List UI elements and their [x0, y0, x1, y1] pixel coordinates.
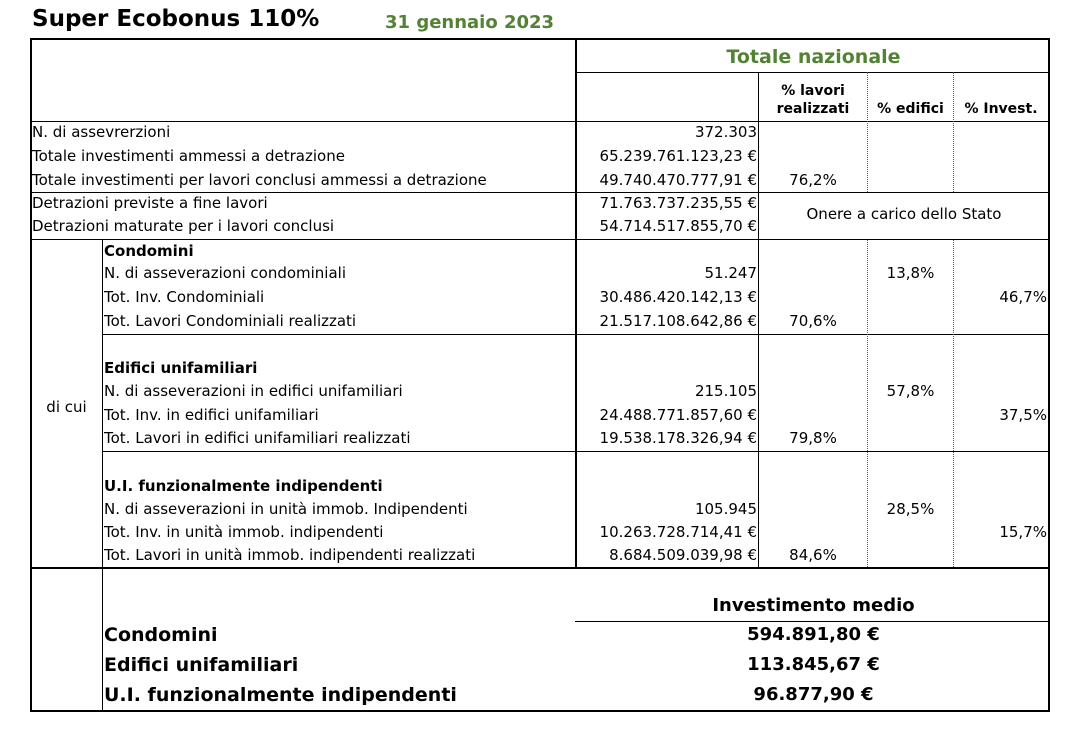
row-value: 21.517.108.642,86 € — [599, 312, 757, 330]
invest-value: 113.845,67 € — [747, 654, 880, 675]
row-label: N. di asseverazioni in edifici unifamiliari — [104, 382, 403, 400]
pct-lavori: 76,2% — [789, 171, 837, 189]
invest-label: Condomini — [104, 624, 218, 646]
divider — [30, 567, 1050, 569]
row-value: 30.486.420.142,13 € — [599, 288, 757, 306]
row-value: 372.303 — [694, 123, 757, 141]
divider — [575, 72, 1050, 73]
section-title: Condomini — [104, 242, 194, 260]
pct-edifici: 57,8% — [886, 382, 935, 400]
row-value: 51.247 — [704, 264, 757, 282]
invest-label: U.I. funzionalmente indipendenti — [104, 684, 457, 706]
divider — [30, 121, 1050, 122]
pct-edifici: 13,8% — [886, 264, 935, 282]
row-value: 8.684.509.039,98 € — [609, 546, 757, 564]
row-label: Detrazioni maturate per i lavori conclusi — [32, 217, 335, 235]
row-label: Tot. Lavori in unità immob. indipendenti realizzati — [104, 546, 476, 564]
row-label: Totale investimenti per lavori conclusi ammessi a detrazione — [32, 171, 487, 189]
col-header-invest: % Invest. — [964, 101, 1038, 117]
col-header-edifici: % edifici — [877, 101, 944, 117]
row-value: 215.105 — [694, 382, 757, 400]
col-header-lavori-line1: % lavori — [781, 83, 845, 99]
section-title: U.I. funzionalmente indipendenti — [104, 477, 383, 495]
col-header-lavori — [759, 82, 867, 118]
row-label: Tot. Inv. in unità immob. indipendenti — [104, 523, 384, 541]
row-value: 54.714.517.855,70 € — [599, 217, 757, 235]
row-value: 24.488.771.857,60 € — [599, 406, 757, 424]
row-value: 10.263.728.714,41 € — [599, 523, 757, 541]
pct-invest: 37,5% — [999, 406, 1047, 424]
row-label: Tot. Lavori in edifici unifamiliari realizzati — [104, 429, 411, 447]
investimento-title: Investimento medio — [712, 595, 915, 616]
page-title: Super Ecobonus 110% — [32, 6, 320, 32]
row-value: 105.945 — [694, 500, 757, 518]
row-value: 49.740.470.777,91 € — [599, 171, 757, 189]
row-value: 71.763.737.235,55 € — [599, 194, 757, 212]
row-label: Tot. Inv. in edifici unifamiliari — [104, 406, 319, 424]
group-title: Totale nazionale — [726, 46, 901, 68]
row-label: Detrazioni previste a fine lavori — [32, 194, 268, 212]
onere-note: Onere a carico dello Stato — [806, 205, 1002, 223]
row-label: N. di assevrerzioni — [32, 123, 171, 141]
section-title: Edifici unifamiliari — [104, 359, 258, 377]
dotted-divider — [953, 72, 954, 192]
divider — [758, 239, 759, 568]
dotted-divider — [867, 72, 868, 192]
pct-lavori: 70,6% — [789, 312, 837, 330]
di-cui-label: di cui — [46, 398, 87, 416]
invest-value: 96.877,90 € — [753, 684, 874, 705]
row-label: N. di asseverazioni condominiali — [104, 264, 346, 282]
row-value: 65.239.761.123,23 € — [599, 147, 757, 165]
pct-edifici: 28,5% — [886, 500, 935, 518]
pct-invest: 46,7% — [999, 288, 1047, 306]
pct-lavori: 79,8% — [789, 429, 837, 447]
divider — [102, 451, 1050, 452]
divider — [102, 239, 103, 712]
pct-invest: 15,7% — [999, 523, 1047, 541]
row-label: N. di asseverazioni in unità immob. Indipendenti — [104, 500, 468, 518]
report-date: 31 gennaio 2023 — [385, 12, 555, 33]
col-header-lavori-line2: realizzati — [776, 101, 850, 117]
divider — [102, 334, 1050, 335]
row-label: Totale investimenti ammessi a detrazione — [32, 147, 345, 165]
row-value: 19.538.178.326,94 € — [599, 429, 757, 447]
invest-value: 594.891,80 € — [747, 624, 880, 645]
invest-label: Edifici unifamiliari — [104, 654, 299, 676]
row-label: Tot. Inv. Condominiali — [104, 288, 265, 306]
row-label: Tot. Lavori Condominiali realizzati — [104, 312, 357, 330]
pct-lavori: 84,6% — [789, 546, 837, 564]
